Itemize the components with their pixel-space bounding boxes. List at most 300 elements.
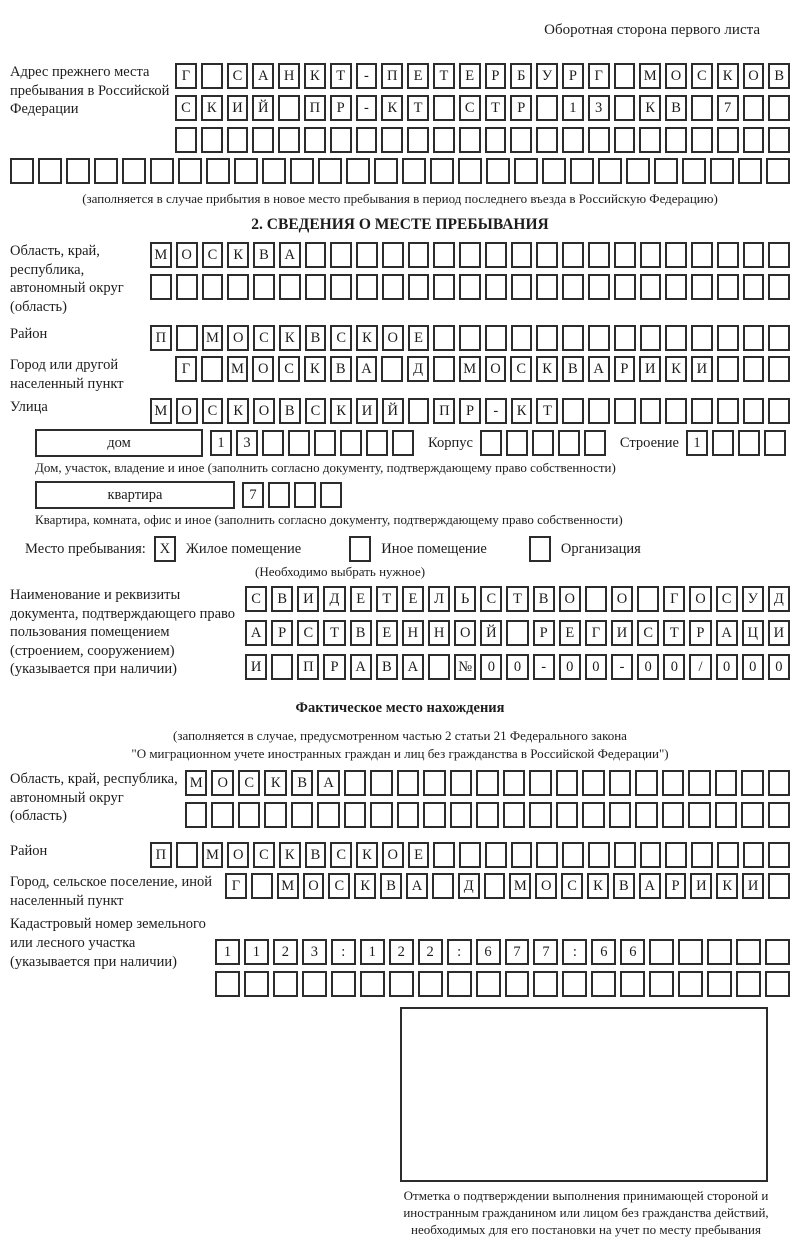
char-cell[interactable]	[588, 842, 610, 868]
other-premises-checkbox[interactable]	[349, 536, 371, 562]
char-cell[interactable]: -	[356, 63, 378, 89]
char-cell[interactable]	[635, 770, 657, 796]
char-cell[interactable]	[176, 842, 198, 868]
char-cell[interactable]	[743, 842, 765, 868]
char-cell[interactable]: О	[611, 586, 633, 612]
char-cell[interactable]	[654, 158, 678, 184]
char-cell[interactable]: С	[278, 356, 300, 382]
char-cell[interactable]	[562, 325, 584, 351]
char-cell[interactable]	[626, 158, 650, 184]
char-cell[interactable]: А	[588, 356, 610, 382]
char-cell[interactable]	[637, 586, 659, 612]
char-cell[interactable]: Р	[323, 654, 345, 680]
char-cell[interactable]: Г	[175, 63, 197, 89]
char-cell[interactable]	[765, 971, 790, 997]
char-cell[interactable]: К	[717, 63, 739, 89]
char-cell[interactable]: К	[279, 842, 301, 868]
char-cell[interactable]	[562, 971, 587, 997]
char-cell[interactable]: Г	[175, 356, 197, 382]
char-cell[interactable]: С	[253, 325, 275, 351]
char-cell[interactable]: 1	[360, 939, 385, 965]
char-cell[interactable]	[433, 842, 455, 868]
char-cell[interactable]: И	[691, 356, 713, 382]
char-cell[interactable]: И	[227, 95, 249, 121]
char-cell[interactable]	[562, 242, 584, 268]
char-cell[interactable]: А	[317, 770, 339, 796]
char-cell[interactable]: А	[639, 873, 661, 899]
char-cell[interactable]: П	[297, 654, 319, 680]
char-cell[interactable]: Р	[459, 398, 481, 424]
char-cell[interactable]	[304, 127, 326, 153]
char-cell[interactable]	[202, 274, 224, 300]
char-cell[interactable]: А	[350, 654, 372, 680]
organization-checkbox[interactable]	[529, 536, 551, 562]
char-cell[interactable]	[614, 274, 636, 300]
char-cell[interactable]: 0	[637, 654, 659, 680]
char-cell[interactable]: М	[202, 325, 224, 351]
char-cell[interactable]: М	[277, 873, 299, 899]
char-cell[interactable]: В	[380, 873, 402, 899]
char-cell[interactable]	[268, 482, 290, 508]
char-cell[interactable]: 0	[506, 654, 528, 680]
char-cell[interactable]: О	[176, 242, 198, 268]
char-cell[interactable]: Б	[510, 63, 532, 89]
char-cell[interactable]	[707, 971, 732, 997]
char-cell[interactable]: С	[297, 620, 319, 646]
char-cell[interactable]: К	[639, 95, 661, 121]
char-cell[interactable]: С	[328, 873, 350, 899]
char-cell[interactable]: М	[227, 356, 249, 382]
char-cell[interactable]	[688, 770, 710, 796]
char-cell[interactable]	[768, 127, 790, 153]
char-cell[interactable]	[476, 802, 498, 828]
char-cell[interactable]: М	[509, 873, 531, 899]
char-cell[interactable]	[691, 95, 713, 121]
char-cell[interactable]: А	[252, 63, 274, 89]
char-cell[interactable]: №	[454, 654, 476, 680]
char-cell[interactable]	[717, 274, 739, 300]
char-cell[interactable]: Л	[428, 586, 450, 612]
char-cell[interactable]: Р	[533, 620, 555, 646]
char-cell[interactable]	[397, 802, 419, 828]
char-cell[interactable]	[262, 158, 286, 184]
char-cell[interactable]	[94, 158, 118, 184]
char-cell[interactable]	[227, 274, 249, 300]
char-cell[interactable]	[150, 158, 174, 184]
char-cell[interactable]	[330, 127, 352, 153]
char-cell[interactable]: В	[665, 95, 687, 121]
char-cell[interactable]	[511, 242, 533, 268]
char-cell[interactable]	[433, 127, 455, 153]
char-cell[interactable]: Г	[585, 620, 607, 646]
apartment-type-box[interactable]: квартира	[35, 481, 235, 509]
char-cell[interactable]	[211, 802, 233, 828]
char-cell[interactable]	[176, 274, 198, 300]
char-cell[interactable]	[556, 802, 578, 828]
char-cell[interactable]	[588, 398, 610, 424]
char-cell[interactable]	[588, 274, 610, 300]
char-cell[interactable]	[514, 158, 538, 184]
char-cell[interactable]	[408, 274, 430, 300]
char-cell[interactable]	[598, 158, 622, 184]
char-cell[interactable]	[201, 63, 223, 89]
char-cell[interactable]	[178, 158, 202, 184]
char-cell[interactable]: К	[227, 242, 249, 268]
char-cell[interactable]	[389, 971, 414, 997]
char-cell[interactable]: В	[330, 356, 352, 382]
char-cell[interactable]	[665, 274, 687, 300]
char-cell[interactable]: Й	[252, 95, 274, 121]
char-cell[interactable]	[264, 802, 286, 828]
char-cell[interactable]	[717, 842, 739, 868]
char-cell[interactable]	[485, 242, 507, 268]
char-cell[interactable]	[66, 158, 90, 184]
char-cell[interactable]: 0	[480, 654, 502, 680]
char-cell[interactable]	[356, 127, 378, 153]
char-cell[interactable]	[665, 242, 687, 268]
char-cell[interactable]	[614, 242, 636, 268]
char-cell[interactable]	[665, 325, 687, 351]
char-cell[interactable]: В	[350, 620, 372, 646]
char-cell[interactable]: М	[459, 356, 481, 382]
char-cell[interactable]	[175, 127, 197, 153]
char-cell[interactable]: Т	[506, 586, 528, 612]
char-cell[interactable]: 0	[559, 654, 581, 680]
char-cell[interactable]	[408, 242, 430, 268]
char-cell[interactable]	[536, 127, 558, 153]
char-cell[interactable]	[741, 802, 763, 828]
char-cell[interactable]	[330, 242, 352, 268]
char-cell[interactable]	[529, 770, 551, 796]
char-cell[interactable]	[738, 430, 760, 456]
char-cell[interactable]: 3	[302, 939, 327, 965]
char-cell[interactable]: 7	[242, 482, 264, 508]
char-cell[interactable]	[614, 127, 636, 153]
char-cell[interactable]	[450, 770, 472, 796]
char-cell[interactable]	[185, 802, 207, 828]
char-cell[interactable]: Р	[485, 63, 507, 89]
char-cell[interactable]	[238, 802, 260, 828]
char-cell[interactable]: С	[480, 586, 502, 612]
char-cell[interactable]: :	[447, 939, 472, 965]
char-cell[interactable]	[715, 770, 737, 796]
char-cell[interactable]	[485, 274, 507, 300]
char-cell[interactable]	[291, 802, 313, 828]
char-cell[interactable]: Т	[536, 398, 558, 424]
char-cell[interactable]: И	[768, 620, 790, 646]
char-cell[interactable]: 2	[389, 939, 414, 965]
char-cell[interactable]: Р	[330, 95, 352, 121]
char-cell[interactable]: 1	[244, 939, 269, 965]
char-cell[interactable]: 0	[768, 654, 790, 680]
char-cell[interactable]	[736, 939, 761, 965]
char-cell[interactable]: Н	[278, 63, 300, 89]
char-cell[interactable]	[717, 398, 739, 424]
char-cell[interactable]: О	[252, 356, 274, 382]
char-cell[interactable]: С	[330, 325, 352, 351]
char-cell[interactable]	[766, 158, 790, 184]
char-cell[interactable]: В	[271, 586, 293, 612]
char-cell[interactable]: К	[304, 356, 326, 382]
char-cell[interactable]	[305, 274, 327, 300]
char-cell[interactable]: Н	[428, 620, 450, 646]
char-cell[interactable]: О	[382, 325, 404, 351]
char-cell[interactable]: 0	[585, 654, 607, 680]
char-cell[interactable]: Т	[323, 620, 345, 646]
char-cell[interactable]: 6	[620, 939, 645, 965]
char-cell[interactable]: П	[381, 63, 403, 89]
char-cell[interactable]: А	[245, 620, 267, 646]
char-cell[interactable]: О	[485, 356, 507, 382]
char-cell[interactable]	[476, 971, 501, 997]
char-cell[interactable]	[253, 274, 275, 300]
char-cell[interactable]: И	[639, 356, 661, 382]
char-cell[interactable]	[340, 430, 362, 456]
char-cell[interactable]	[542, 158, 566, 184]
char-cell[interactable]	[640, 274, 662, 300]
char-cell[interactable]: К	[665, 356, 687, 382]
char-cell[interactable]	[273, 971, 298, 997]
char-cell[interactable]: Ь	[454, 586, 476, 612]
char-cell[interactable]: Р	[665, 873, 687, 899]
char-cell[interactable]	[707, 939, 732, 965]
char-cell[interactable]: Д	[458, 873, 480, 899]
char-cell[interactable]	[447, 971, 472, 997]
char-cell[interactable]	[588, 242, 610, 268]
char-cell[interactable]	[485, 842, 507, 868]
char-cell[interactable]	[614, 325, 636, 351]
char-cell[interactable]: -	[356, 95, 378, 121]
char-cell[interactable]	[433, 325, 455, 351]
char-cell[interactable]	[374, 158, 398, 184]
char-cell[interactable]: С	[716, 586, 738, 612]
char-cell[interactable]: С	[202, 398, 224, 424]
char-cell[interactable]	[712, 430, 734, 456]
char-cell[interactable]	[691, 242, 713, 268]
char-cell[interactable]	[511, 325, 533, 351]
char-cell[interactable]	[741, 770, 763, 796]
char-cell[interactable]: С	[253, 842, 275, 868]
char-cell[interactable]: Г	[588, 63, 610, 89]
char-cell[interactable]: И	[297, 586, 319, 612]
char-cell[interactable]: Г	[663, 586, 685, 612]
char-cell[interactable]	[678, 939, 703, 965]
char-cell[interactable]	[688, 802, 710, 828]
char-cell[interactable]	[505, 971, 530, 997]
char-cell[interactable]	[609, 802, 631, 828]
char-cell[interactable]	[227, 127, 249, 153]
char-cell[interactable]	[485, 325, 507, 351]
char-cell[interactable]	[382, 242, 404, 268]
char-cell[interactable]	[570, 158, 594, 184]
char-cell[interactable]	[402, 158, 426, 184]
char-cell[interactable]: К	[536, 356, 558, 382]
char-cell[interactable]	[459, 325, 481, 351]
char-cell[interactable]	[511, 274, 533, 300]
char-cell[interactable]	[397, 770, 419, 796]
char-cell[interactable]: У	[742, 586, 764, 612]
char-cell[interactable]	[344, 770, 366, 796]
char-cell[interactable]	[562, 842, 584, 868]
char-cell[interactable]	[764, 430, 786, 456]
char-cell[interactable]: К	[587, 873, 609, 899]
char-cell[interactable]: О	[689, 586, 711, 612]
char-cell[interactable]	[536, 95, 558, 121]
char-cell[interactable]: П	[433, 398, 455, 424]
char-cell[interactable]	[432, 873, 454, 899]
char-cell[interactable]: К	[279, 325, 301, 351]
char-cell[interactable]	[743, 95, 765, 121]
char-cell[interactable]: 1	[215, 939, 240, 965]
char-cell[interactable]: Е	[402, 586, 424, 612]
char-cell[interactable]: С	[510, 356, 532, 382]
char-cell[interactable]: 7	[533, 939, 558, 965]
char-cell[interactable]	[294, 482, 316, 508]
char-cell[interactable]: Д	[323, 586, 345, 612]
char-cell[interactable]	[381, 356, 403, 382]
char-cell[interactable]	[717, 325, 739, 351]
char-cell[interactable]	[366, 430, 388, 456]
char-cell[interactable]: О	[454, 620, 476, 646]
char-cell[interactable]: О	[303, 873, 325, 899]
char-cell[interactable]	[717, 127, 739, 153]
char-cell[interactable]	[381, 127, 403, 153]
char-cell[interactable]	[459, 274, 481, 300]
char-cell[interactable]: Т	[663, 620, 685, 646]
char-cell[interactable]: К	[356, 325, 378, 351]
char-cell[interactable]: В	[279, 398, 301, 424]
char-cell[interactable]	[768, 325, 790, 351]
char-cell[interactable]: К	[201, 95, 223, 121]
char-cell[interactable]: 7	[505, 939, 530, 965]
char-cell[interactable]	[252, 127, 274, 153]
char-cell[interactable]	[271, 654, 293, 680]
char-cell[interactable]: Е	[407, 63, 429, 89]
char-cell[interactable]	[356, 274, 378, 300]
char-cell[interactable]: С	[227, 63, 249, 89]
char-cell[interactable]: В	[305, 842, 327, 868]
char-cell[interactable]: -	[533, 654, 555, 680]
char-cell[interactable]	[736, 971, 761, 997]
char-cell[interactable]: А	[402, 654, 424, 680]
char-cell[interactable]	[201, 356, 223, 382]
char-cell[interactable]: Н	[402, 620, 424, 646]
char-cell[interactable]	[588, 127, 610, 153]
char-cell[interactable]: В	[533, 586, 555, 612]
char-cell[interactable]	[330, 274, 352, 300]
char-cell[interactable]: Т	[407, 95, 429, 121]
char-cell[interactable]	[640, 325, 662, 351]
char-cell[interactable]: О	[665, 63, 687, 89]
char-cell[interactable]: Р	[562, 63, 584, 89]
char-cell[interactable]	[433, 95, 455, 121]
char-cell[interactable]	[717, 242, 739, 268]
char-cell[interactable]	[609, 770, 631, 796]
char-cell[interactable]: 0	[663, 654, 685, 680]
char-cell[interactable]: К	[511, 398, 533, 424]
char-cell[interactable]	[665, 398, 687, 424]
char-cell[interactable]: Т	[485, 95, 507, 121]
char-cell[interactable]: М	[150, 398, 172, 424]
house-type-box[interactable]: дом	[35, 429, 203, 457]
char-cell[interactable]	[290, 158, 314, 184]
char-cell[interactable]	[765, 939, 790, 965]
char-cell[interactable]	[691, 274, 713, 300]
char-cell[interactable]: С	[561, 873, 583, 899]
char-cell[interactable]	[640, 398, 662, 424]
char-cell[interactable]	[423, 802, 445, 828]
char-cell[interactable]: К	[356, 842, 378, 868]
char-cell[interactable]	[288, 430, 310, 456]
char-cell[interactable]: -	[611, 654, 633, 680]
char-cell[interactable]: К	[227, 398, 249, 424]
char-cell[interactable]: В	[562, 356, 584, 382]
char-cell[interactable]: К	[330, 398, 352, 424]
char-cell[interactable]	[710, 158, 734, 184]
char-cell[interactable]: С	[175, 95, 197, 121]
char-cell[interactable]	[556, 770, 578, 796]
char-cell[interactable]	[459, 242, 481, 268]
char-cell[interactable]: 1	[686, 430, 708, 456]
char-cell[interactable]	[717, 356, 739, 382]
char-cell[interactable]: О	[559, 586, 581, 612]
char-cell[interactable]	[768, 802, 790, 828]
char-cell[interactable]: К	[304, 63, 326, 89]
char-cell[interactable]	[278, 127, 300, 153]
char-cell[interactable]: О	[253, 398, 275, 424]
char-cell[interactable]: :	[331, 939, 356, 965]
char-cell[interactable]: О	[535, 873, 557, 899]
char-cell[interactable]	[305, 242, 327, 268]
char-cell[interactable]	[234, 158, 258, 184]
char-cell[interactable]	[360, 971, 385, 997]
char-cell[interactable]	[585, 586, 607, 612]
char-cell[interactable]: :	[562, 939, 587, 965]
char-cell[interactable]: Е	[350, 586, 372, 612]
char-cell[interactable]	[536, 274, 558, 300]
char-cell[interactable]: Т	[330, 63, 352, 89]
char-cell[interactable]	[620, 971, 645, 997]
char-cell[interactable]	[392, 430, 414, 456]
char-cell[interactable]: О	[227, 842, 249, 868]
char-cell[interactable]	[743, 398, 765, 424]
char-cell[interactable]	[201, 127, 223, 153]
char-cell[interactable]	[278, 95, 300, 121]
char-cell[interactable]	[433, 274, 455, 300]
char-cell[interactable]	[639, 127, 661, 153]
char-cell[interactable]	[715, 802, 737, 828]
char-cell[interactable]: И	[356, 398, 378, 424]
char-cell[interactable]	[640, 842, 662, 868]
char-cell[interactable]	[428, 654, 450, 680]
char-cell[interactable]	[503, 770, 525, 796]
char-cell[interactable]: И	[245, 654, 267, 680]
char-cell[interactable]: С	[238, 770, 260, 796]
char-cell[interactable]: -	[485, 398, 507, 424]
char-cell[interactable]	[506, 430, 528, 456]
char-cell[interactable]	[691, 398, 713, 424]
char-cell[interactable]	[407, 127, 429, 153]
char-cell[interactable]	[370, 770, 392, 796]
char-cell[interactable]: О	[227, 325, 249, 351]
char-cell[interactable]	[356, 242, 378, 268]
char-cell[interactable]: В	[613, 873, 635, 899]
char-cell[interactable]: Д	[768, 586, 790, 612]
char-cell[interactable]: Е	[408, 842, 430, 868]
char-cell[interactable]: Р	[689, 620, 711, 646]
char-cell[interactable]: Е	[459, 63, 481, 89]
char-cell[interactable]: Г	[225, 873, 247, 899]
